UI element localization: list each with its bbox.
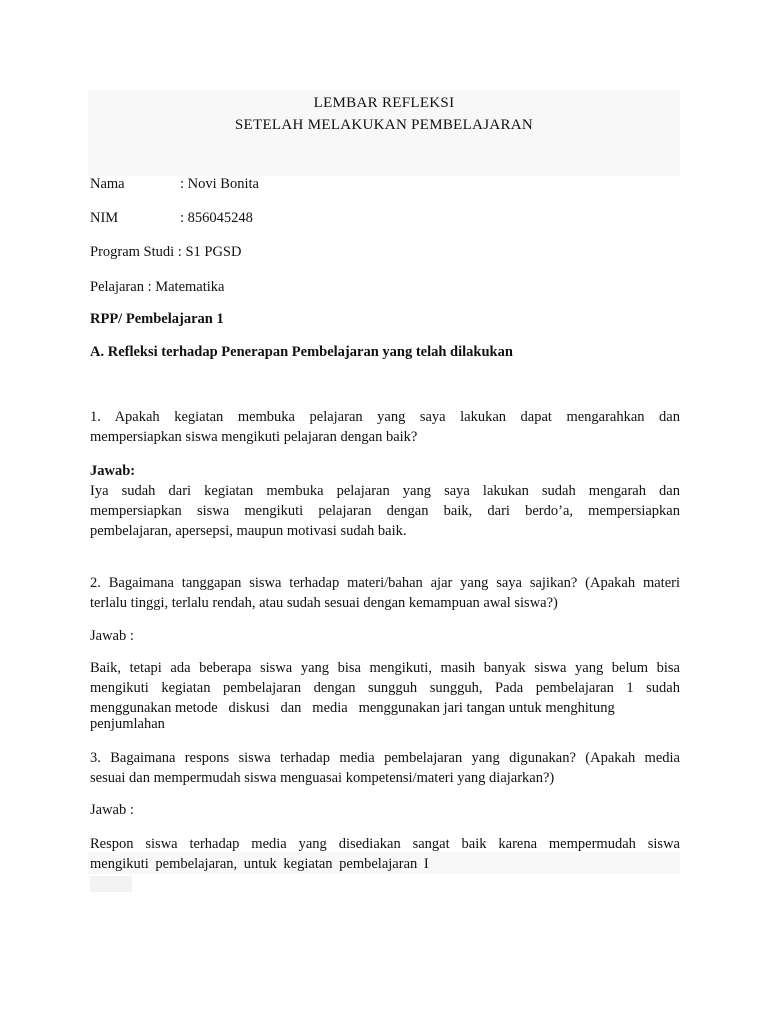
question-3-line-2: sesuai dan mempermudah siswa menguasai kompetensi/materi yang diajarkan?): [90, 770, 555, 786]
answer-2: [90, 658, 680, 734]
answer-2-line-4: penjumlahan: [90, 716, 165, 732]
question-1: [90, 407, 680, 447]
nama-value: : Novi Bonita: [180, 176, 259, 192]
answer-1-label: Jawab:: [90, 463, 136, 479]
question-2-line-1: 2. Bagaimana tanggapan siswa terhadap materi/bahan ajar yang saya sajikan? (Apakah materi: [90, 575, 680, 591]
answer-3-line-1: Respon siswa terhadap media yang disediakan sangat baik karena mempermudah siswa: [90, 836, 680, 852]
title-line-1: LEMBAR REFLEKSI: [313, 95, 455, 111]
answer-2-line-2: mengikuti kegiatan pembelajaran dengan sungguh sungguh, Pada pembelajaran 1 sudah: [90, 680, 680, 696]
question-3: [90, 748, 680, 788]
nim-label: NIM: [90, 210, 119, 226]
answer-2-line-3: menggunakan metode diskusi dan media menggunakan jari tangan untuk menghitung: [90, 700, 615, 716]
program-studi: Program Studi : S1 PGSD: [90, 244, 242, 260]
answer-3-line-2: mengikuti pembelajaran, untuk kegiatan pembelajaran I: [90, 856, 429, 872]
answer-2-line-1: Baik, tetapi ada beberapa siswa yang bisa mengikuti, masih banyak siswa yang belum bisa: [90, 660, 680, 676]
answer-1: [90, 481, 680, 541]
pelajaran: Pelajaran : Matematika: [90, 279, 225, 295]
section-a-heading: A. Refleksi terhadap Penerapan Pembelajaran yang telah dilakukan: [90, 344, 513, 360]
question-2-line-2: terlalu tinggi, terlalu rendah, atau sudah sesuai dengan kemampuan awal siswa?): [90, 595, 558, 611]
nama-row: [90, 174, 259, 194]
document-title: [88, 92, 680, 136]
answer-1-line-1: Iya sudah dari kegiatan membuka pelajaran yang saya lakukan sudah mengarah dan: [90, 483, 680, 499]
answer-1-line-2: mempersiapkan siswa mengikuti pelajaran dengan baik, dari berdo’a, mempersiapkan: [90, 503, 680, 519]
title-line-2: SETELAH MELAKUKAN PEMBELAJARAN: [234, 117, 534, 133]
nama-label: Nama: [90, 176, 125, 192]
nim-row: [90, 208, 253, 228]
rpp-heading: RPP/ Pembelajaran 1: [90, 311, 224, 327]
answer-1-line-3: pembelajaran, apersepsi, maupun motivasi sudah baik.: [90, 523, 407, 539]
question-2: [90, 573, 680, 613]
answer-2-label: Jawab :: [90, 628, 134, 644]
nim-value: : 856045248: [180, 210, 253, 226]
question-3-line-1: 3. Bagaimana respons siswa terhadap media pembelajaran yang digunakan? (Apakah media: [90, 750, 680, 766]
answer-3: [90, 834, 680, 874]
footer-shade-box: [90, 876, 132, 892]
answer-3-label: Jawab :: [90, 802, 134, 818]
question-1-line-1: 1. Apakah kegiatan membuka pelajaran yang saya lakukan dapat mengarahkan dan: [90, 409, 680, 425]
question-1-line-2: mempersiapkan siswa mengikuti pelajaran dengan baik?: [90, 429, 418, 445]
